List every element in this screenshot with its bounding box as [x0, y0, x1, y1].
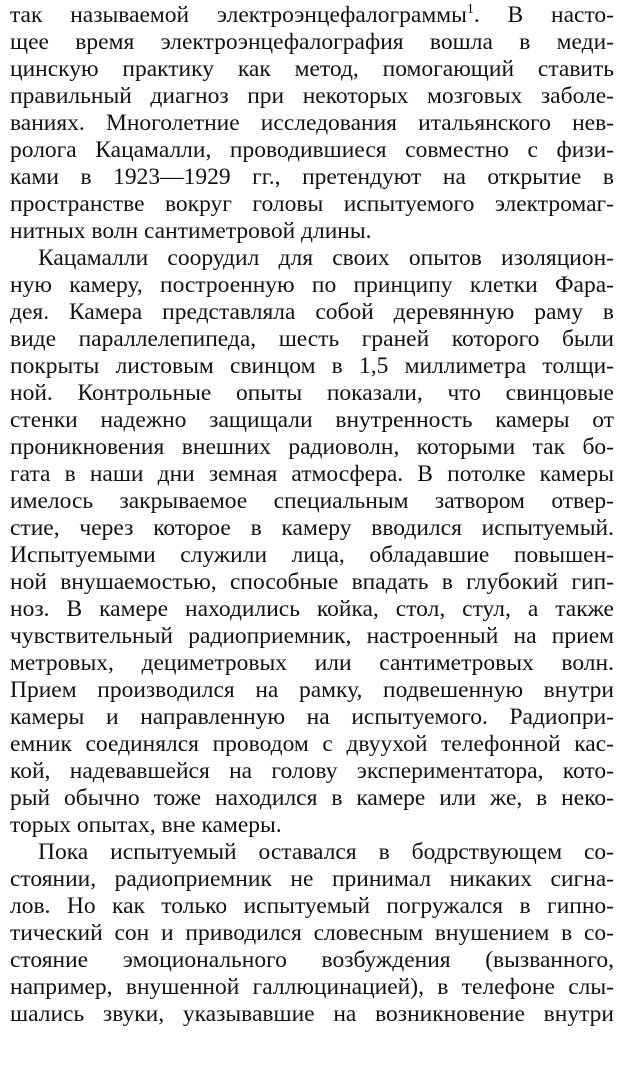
text-line: лов. Но как только испытуемый погружался в гипно- [10, 893, 614, 919]
text-line: цинскую практику как метод, помогающий ставить [10, 56, 614, 82]
text-line: Прием производился на рамку, подвешенную внутри [10, 677, 614, 703]
text-line: дея. Камера представляла собой деревянную раму в [10, 299, 614, 325]
text-line: Пока испытуемый оставался в бодрствующем со- [38, 839, 614, 865]
text-line [10, 2, 614, 29]
text-line: тический сон и приводился словесным внушением в со- [10, 920, 614, 946]
text-line: ноз. В камере находились койка, стол, стул, а также [10, 596, 614, 622]
text-line: ную камеру, построенную по принципу клетки Фара- [10, 272, 614, 298]
text-line: Испытуемыми служили лица, обладавшие повышен- [10, 542, 614, 568]
text-line: стенки надежно защищали внутренность камеры от [10, 407, 614, 433]
text-line: правильный диагноз при некоторых мозговых заболе- [10, 83, 614, 109]
text-line: покрыты листовым свинцом в 1,5 миллиметра толщи- [10, 353, 614, 379]
text-line: торых опытах, вне камеры. [10, 812, 282, 838]
text-line: гата в наши дни земная атмосфера. В потолке камеры [10, 461, 614, 487]
text-line: кой, надевавшейся на голову экспериментатора, кото- [10, 758, 614, 784]
text-line: например, внушенной галлюцинацией), в телефоне слы- [10, 974, 614, 1000]
text-line: щее время электроэнцефалография вошла в меди- [10, 29, 614, 55]
text-line: имелось закрываемое специальным затвором отвер- [10, 488, 614, 514]
text-line: стояние эмоционального возбуждения (вызванного, [10, 947, 614, 973]
text-line: проникновения внешних радиоволн, которыми так бо- [10, 434, 614, 460]
text-line: ваниях. Многолетние исследования итальянского нев- [10, 110, 614, 136]
text-line: Кацамалли соорудил для своих опытов изоляцион- [38, 245, 614, 271]
text-line: ной. Контрольные опыты показали, что свинцовые [10, 380, 614, 406]
text-line: нитных волн сантиметровой длины. [10, 218, 372, 244]
footnote-reference: 1 [466, 2, 474, 17]
text-line: емник соединялся проводом с двуухой телефонной кас- [10, 731, 614, 757]
text-line: чувствительный радиоприемник, настроенный на прием [10, 623, 614, 649]
text-line: рый обычно тоже находился в камере или же, в неко- [10, 785, 614, 811]
text-fragment: так называемой электроэнцефалограммы [10, 2, 467, 28]
text-line: виде параллелепипеда, шесть граней которого были [10, 326, 614, 352]
text-line: ками в 1923—1929 гг., претендуют на открытие в [10, 164, 614, 190]
text-line: стоянии, радиоприемник не принимал никаких сигна- [10, 866, 614, 892]
text-line: камеры и направленную на испытуемого. Радиопри- [10, 704, 614, 730]
text-line: стие, через которое в камеру вводился испытуемый. [10, 515, 614, 541]
text-line: шались звуки, указывавшие на возникновение внутри [10, 1001, 614, 1027]
text-line: ной внушаемостью, способные впадать в глубокий гип- [10, 569, 614, 595]
text-line: пространстве вокруг головы испытуемого электромаг- [10, 191, 614, 217]
text-line: ролога Кацамалли, проводившиеся совместно с физи- [10, 137, 614, 163]
text-line: метровых, дециметровых или сантиметровых волн. [10, 650, 614, 676]
text-fragment: . В насто- [473, 2, 614, 28]
